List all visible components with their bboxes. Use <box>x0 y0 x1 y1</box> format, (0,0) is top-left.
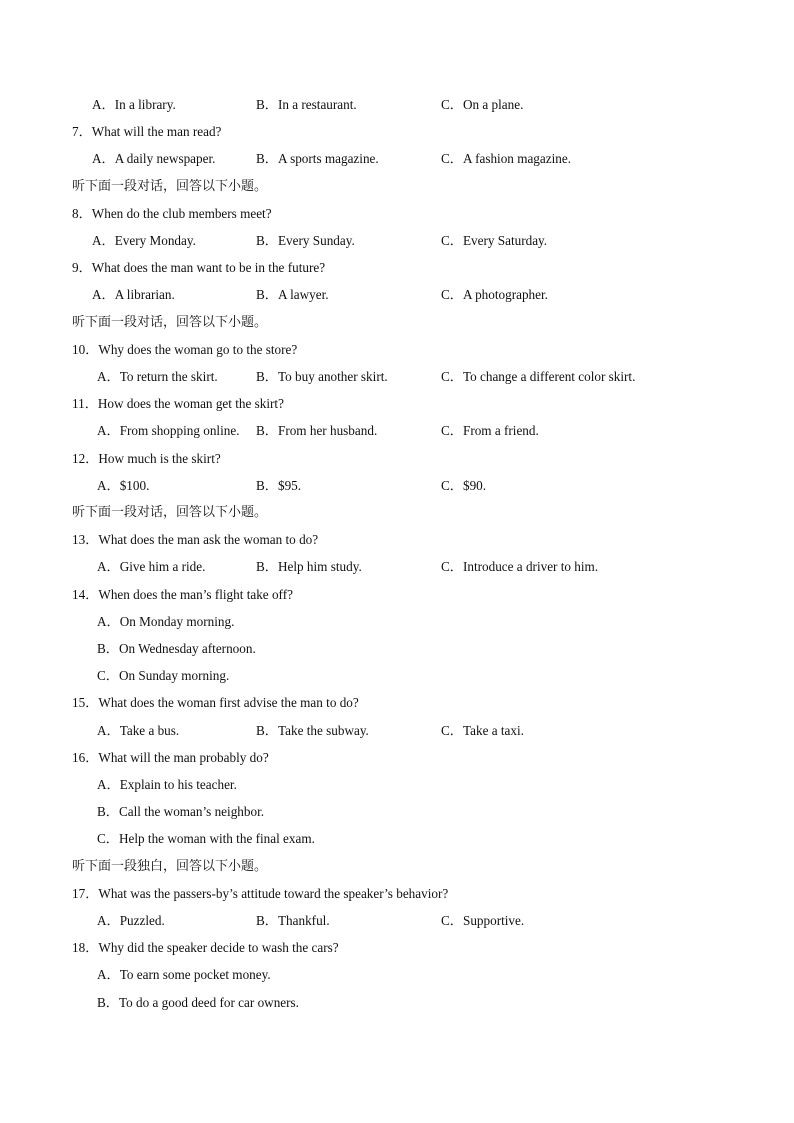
question-text: 12．How much is the skirt? <box>72 450 221 466</box>
answer-option: C．To change a different color skirt. <box>441 369 636 384</box>
answer-option: A．Every Monday. <box>92 233 196 248</box>
answer-option: B．To do a good deed for car owners. <box>97 994 299 1010</box>
question-text: 9．What does the man want to be in the future? <box>72 260 326 276</box>
answer-option: B．In a restaurant. <box>256 97 357 112</box>
section-instruction: 听下面一段对话，回答以下小题。 <box>72 505 268 520</box>
answer-option: B．Take the subway. <box>256 722 369 738</box>
answer-option: C．Introduce a driver to him. <box>441 559 599 575</box>
answer-option: C．On Sunday morning. <box>97 668 230 684</box>
answer-option: C．From a friend. <box>441 423 539 439</box>
answer-option: A．Give him a ride. <box>97 559 206 575</box>
answer-option: C．A photographer. <box>441 287 548 303</box>
answer-option: A．From shopping online. <box>97 423 240 439</box>
answer-option: A．On Monday morning. <box>97 613 235 629</box>
question-text: 11．How does the woman get the skirt? <box>72 396 284 412</box>
question-text: 13．What does the man ask the woman to do? <box>72 532 319 548</box>
answer-option: A．Explain to his teacher. <box>97 777 237 792</box>
answer-option: A．$100. <box>97 477 150 493</box>
answer-option: C．Supportive. <box>441 913 525 928</box>
answer-option: C．Every Saturday. <box>441 233 548 248</box>
answer-option: A．A librarian. <box>92 287 175 303</box>
answer-option: B．A lawyer. <box>256 287 329 303</box>
answer-option: C．Take a taxi. <box>441 722 524 738</box>
section-instruction: 听下面一段对话，回答以下小题。 <box>72 314 268 330</box>
answer-option: B．From her husband. <box>256 423 378 439</box>
question-text: 18．Why did the speaker decide to wash the cars? <box>72 940 339 956</box>
question-text: 7．What will the man read? <box>72 124 222 140</box>
question-text: 10．Why does the woman go to the store? <box>72 341 298 357</box>
answer-option: B．Call the woman’s neighbor. <box>97 804 265 820</box>
answer-option: B．To buy another skirt. <box>256 369 388 384</box>
answer-option: A．Puzzled. <box>97 913 165 928</box>
answer-option: A．A daily newspaper. <box>92 151 216 167</box>
question-text: 14．When does the man’s flight take off? <box>72 586 293 602</box>
answer-option: C．A fashion magazine. <box>441 151 572 167</box>
question-text: 16．What will the man probably do? <box>72 749 269 765</box>
answer-option: A．In a library. <box>92 97 176 112</box>
answer-option: B．Help him study. <box>256 559 362 575</box>
answer-option: B．On Wednesday afternoon. <box>97 641 256 656</box>
answer-option: B．A sports magazine. <box>256 151 379 167</box>
answer-option: C．$90. <box>441 477 487 493</box>
answer-option: A．To return the skirt. <box>97 369 218 384</box>
answer-option: C．On a plane. <box>441 97 524 112</box>
question-text: 8．When do the club members meet? <box>72 205 272 221</box>
answer-option: B．Every Sunday. <box>256 233 355 248</box>
answer-option: C．Help the woman with the final exam. <box>97 831 315 847</box>
answer-option: A．To earn some pocket money. <box>97 967 271 983</box>
section-instruction: 听下面一段对话，回答以下小题。 <box>72 178 268 194</box>
question-text: 15．What does the woman first advise the man to do? <box>72 695 359 711</box>
answer-option: B．Thankful. <box>256 913 330 928</box>
answer-option: A．Take a bus. <box>97 722 180 738</box>
answer-option: B．$95. <box>256 477 302 493</box>
question-text: 17．What was the passers-by’s attitude toward the speaker’s behavior? <box>72 885 449 901</box>
section-instruction: 听下面一段独白，回答以下小题。 <box>72 858 268 874</box>
